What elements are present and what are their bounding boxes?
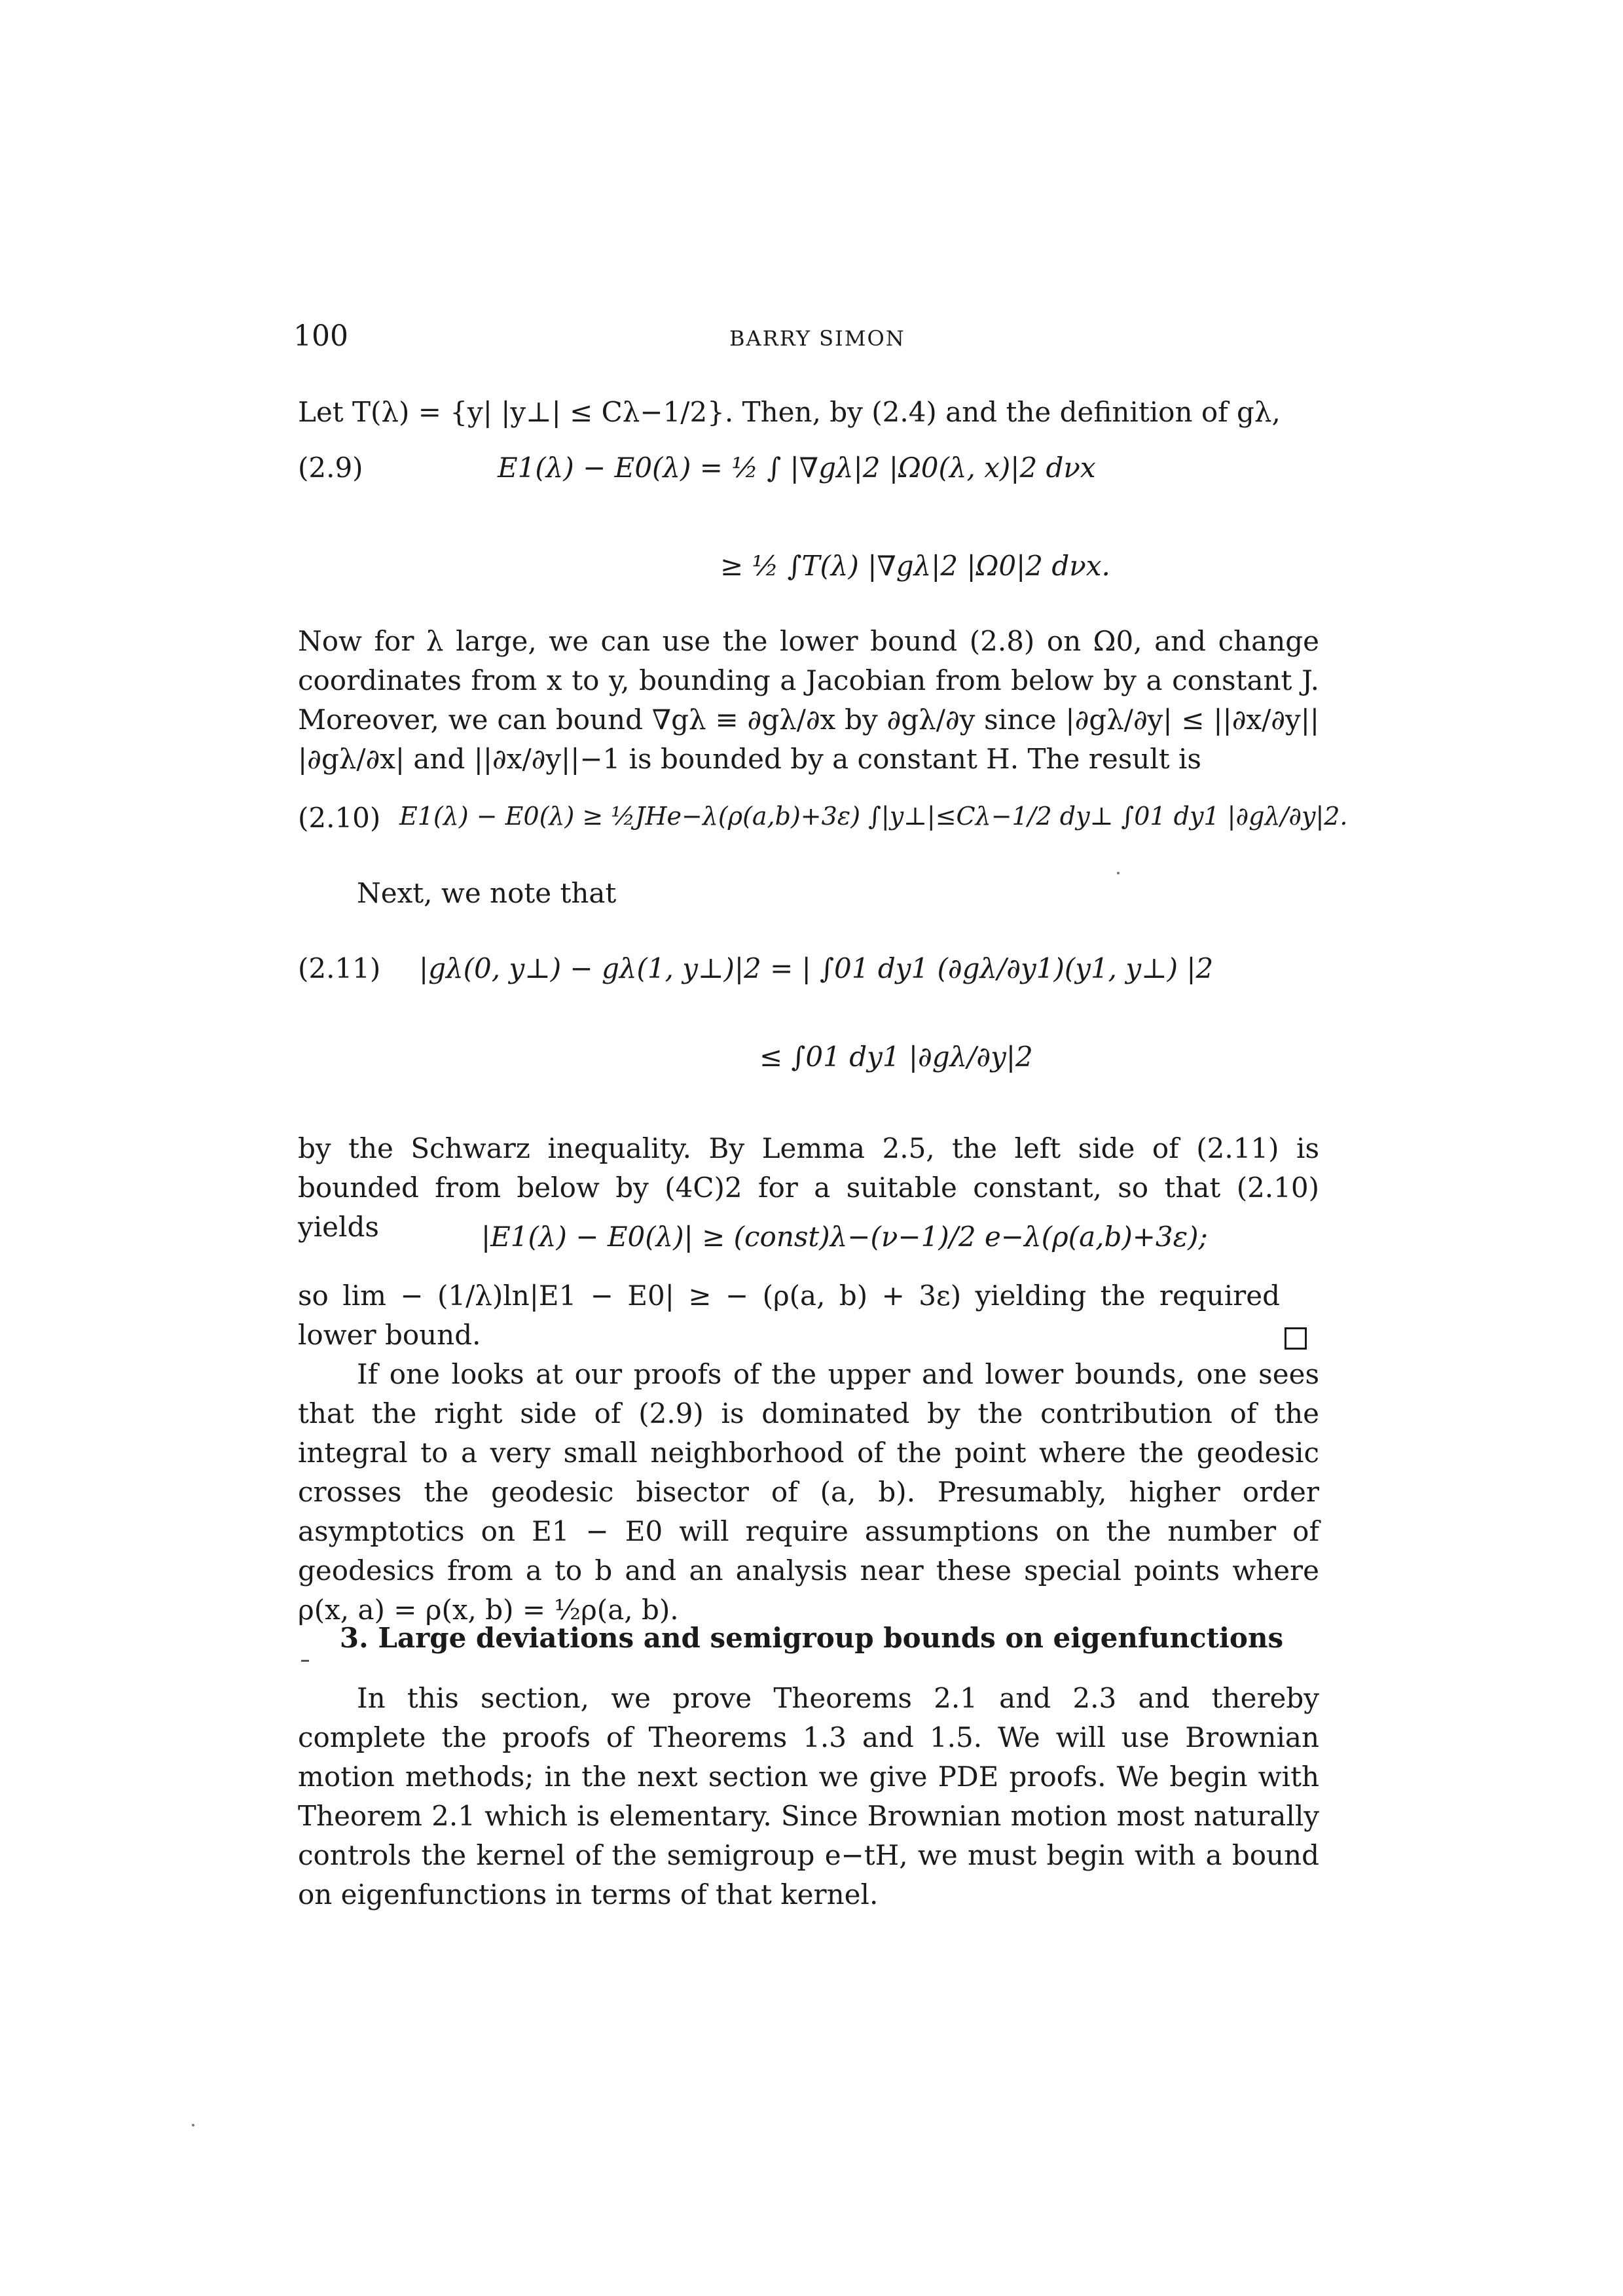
equation-2-11-line-2: ≤ ∫01 dy1 |∂gλ/∂y|2 — [759, 1041, 1033, 1073]
equation-2-9-line-2: ≥ ½ ∫T(λ) |∇gλ|2 |Ω0|2 dνx. — [720, 550, 1110, 582]
paragraph-next: Next, we note that — [357, 877, 617, 909]
paragraph-limit: so lim − (1/λ)ln|E1 − E0| ≥ − (ρ(a, b) + 3ε) yielding the required lower bound. — [298, 1280, 1280, 1351]
paragraph-change-coordinates: Now for λ large, we can use the lower bound (2.8) on Ω0, and change coordinates from x to y, bounding a Jacobian from below by a constant J. Moreover, we can bound ∇gλ ≡ ∂gλ/∂x by ∂gλ/∂y since |∂gλ/∂y| ≤ ||∂x/∂y|| |∂gλ/∂x| and ||∂x/∂y||−1 is bounded by a constant H. The result is — [298, 625, 1319, 775]
paragraph-section-intro: In this section, we prove Theorems 2.1 and 2.3 and thereby complete the proofs of Theorems 1.3 and 1.5. We will use Brownian motion methods; in the next section we give PDE proofs. We begin with Theorem 2.1 which is elementary. Since Brownian motion most naturally controls the kernel of the semigroup e−tH, we must begin with a bound on eigenfunctions in terms of that kernel. — [298, 1682, 1319, 1910]
paragraph-intro: Let T(λ) = {y| |y⊥| ≤ Cλ−1/2}. Then, by (2.4) and the definition of gλ, — [298, 396, 1281, 428]
equation-label-2-11: (2.11) — [298, 952, 381, 984]
equation-2-10: E1(λ) − E0(λ) ≥ ½JHe−λ(ρ(a,b)+3ε) ∫|y⊥|≤Cλ−1/2 dy⊥ ∫01 dy1 |∂gλ/∂y|2. — [399, 802, 1348, 831]
section-title: 3. Large deviations and semigroup bounds on eigenfunctions — [339, 1622, 1284, 1654]
paragraph-remarks: If one looks at our proofs of the upper and lower bounds, one sees that the right side of (2.9) is dominated by the contribution of the integral to a very small neighborhood of the point where the geodesic crosses the geodesic bisector of (a, b). Presumably, higher order asymptotics on E1 − E0 will require assumptions on the number of geodesics from a to b and an analysis near these special points where ρ(x, a) = ρ(x, b) = ½ρ(a, b). — [298, 1358, 1319, 1626]
equation-lower-bound: |E1(λ) − E0(λ)| ≥ (const)λ−(ν−1)/2 e−λ(ρ(a,b)+3ε); — [481, 1221, 1208, 1253]
paragraph-schwarz: by the Schwarz inequality. By Lemma 2.5, the left side of (2.11) is bounded from below by (4C)2 for a suitable constant, so that (2.10) yields — [298, 1132, 1319, 1243]
qed-box — [1285, 1327, 1307, 1350]
page-number: 100 — [293, 319, 348, 353]
equation-label-2-9: (2.9) — [298, 452, 363, 484]
equation-2-11-line-1: |gλ(0, y⊥) − gλ(1, y⊥)|2 = | ∫01 dy1 (∂gλ/∂y1)(y1, y⊥) |2 — [419, 952, 1214, 984]
margin-dot — [192, 2124, 194, 2126]
running-head: BARRY SIMON — [729, 326, 905, 351]
margin-dot — [1117, 872, 1120, 874]
equation-label-2-10: (2.10) — [298, 802, 381, 834]
equation-2-9-line-1: E1(λ) − E0(λ) = ½ ∫ |∇gλ|2 |Ω0(λ, x)|2 dνx — [498, 452, 1096, 484]
margin-mark — [301, 1660, 309, 1662]
